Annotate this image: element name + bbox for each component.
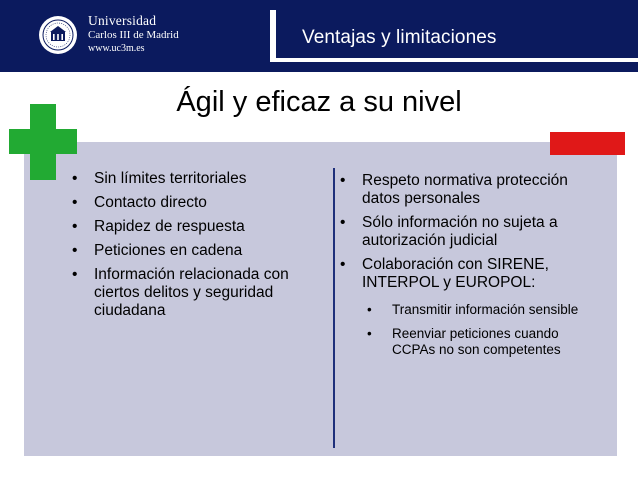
limitation-item-label: Colaboración con SIRENE, INTERPOL y EUROPOL: [362, 256, 549, 291]
university-name [88, 13, 179, 55]
advantage-item: • Sin límites territoriales [72, 170, 327, 188]
minus-icon [550, 132, 625, 155]
limitation-subitem: • Reenviar peticiones cuando CCPAs no son competentes [362, 326, 590, 358]
slide-title: Ágil y eficaz a su nivel [176, 86, 462, 118]
advantage-item: • Contacto directo [72, 194, 327, 212]
limitations-list [340, 172, 590, 366]
limitation-item: • Sólo información no sujeta a autorización judicial [340, 214, 590, 250]
advantage-item: • Peticiones en cadena [72, 242, 327, 260]
header-bar [0, 0, 638, 72]
advantages-list [72, 170, 327, 326]
advantage-item: • Rapidez de respuesta [72, 218, 327, 236]
university-line-1: Universidad [88, 13, 157, 28]
limitation-subitem: • Transmitir información sensible [362, 302, 590, 318]
university-line-2: Carlos III de Madrid [88, 29, 179, 41]
limitation-item [340, 256, 590, 358]
column-divider [333, 168, 335, 448]
limitation-sublist [362, 302, 590, 358]
university-seal-icon [38, 15, 78, 55]
limitation-item: • Respeto normativa protección datos personales [340, 172, 590, 208]
advantage-item: • Información relacionada con ciertos delitos y seguridad ciudadana [72, 266, 327, 320]
section-title: Ventajas y limitaciones [302, 27, 497, 48]
plus-icon-bar [9, 129, 77, 154]
university-url: www.uc3m.es [88, 43, 145, 54]
section-title-box [270, 10, 638, 62]
